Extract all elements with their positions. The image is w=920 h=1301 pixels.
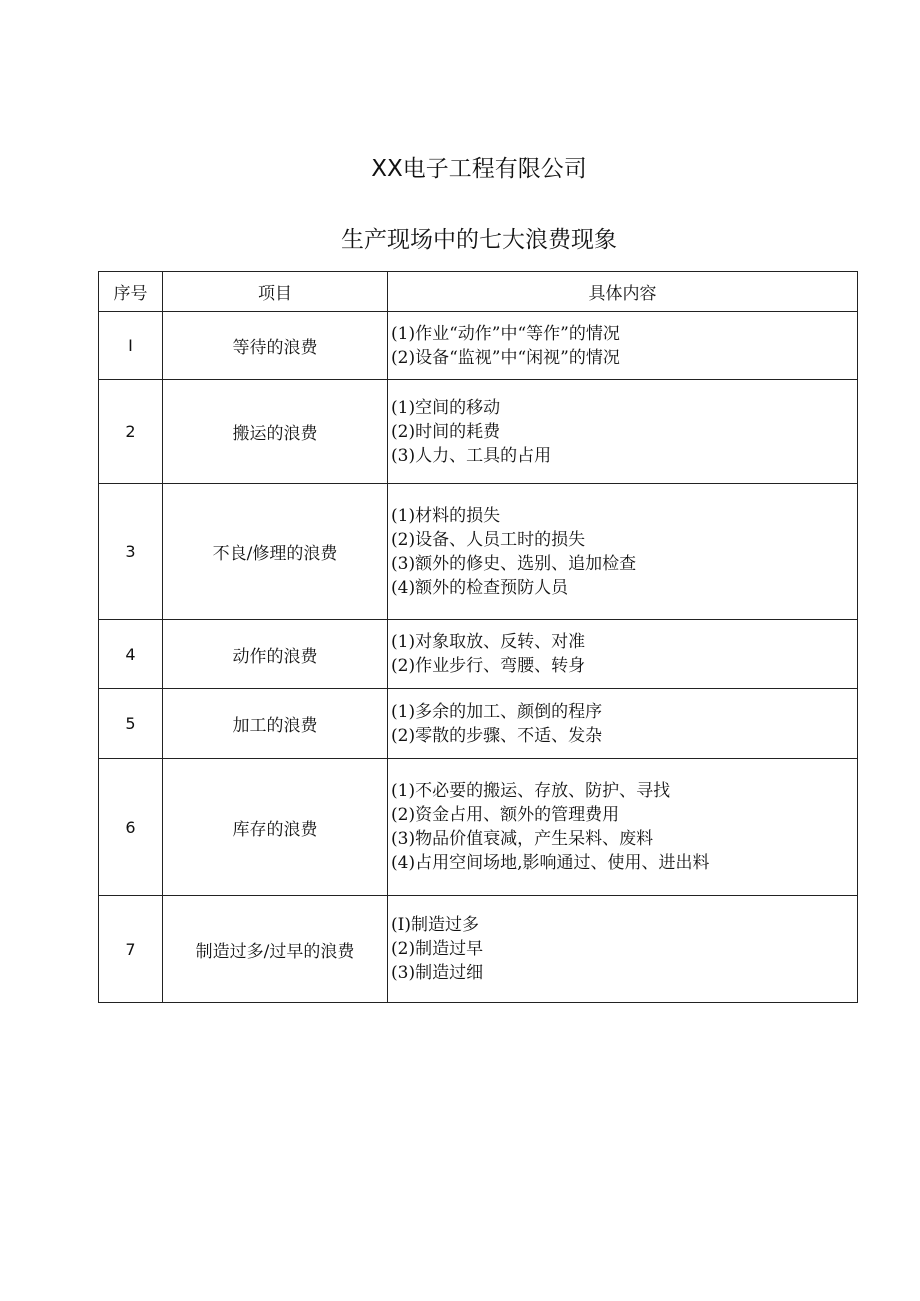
row-details <box>388 484 858 620</box>
detail-line: (2)资金占用、额外的管理费用 <box>391 805 620 825</box>
detail-line: (2)作业步行、弯腰、转身 <box>391 656 586 676</box>
row-number: 2 <box>99 380 163 484</box>
detail-line: (1)空间的移动 <box>391 397 501 418</box>
detail-line: (3)制造过细 <box>391 963 484 983</box>
detail-line: (2)时间的耗费 <box>391 421 501 442</box>
table-row <box>99 896 858 1003</box>
row-details <box>388 312 858 380</box>
row-number: 7 <box>99 896 163 1003</box>
row-number: 4 <box>99 620 163 689</box>
seven-wastes-table <box>98 271 858 1003</box>
row-details <box>388 380 858 484</box>
detail-line: (1)多余的加工、颜倒的程序 <box>391 701 603 722</box>
row-number: 3 <box>99 484 163 620</box>
table-row <box>99 484 858 620</box>
row-item: 搬运的浪费 <box>163 380 388 484</box>
row-item: 动作的浪费 <box>163 620 388 689</box>
detail-line: (1)对象取放、反转、对准 <box>391 632 586 652</box>
row-item: 加工的浪费 <box>163 689 388 759</box>
detail-line: (2)设备、人员工时的损失 <box>391 529 586 550</box>
detail-line: (2)零散的步骤、不适、发杂 <box>391 725 603 746</box>
row-details <box>388 896 858 1003</box>
row-number: 6 <box>99 759 163 896</box>
detail-line: (1)材料的损失 <box>391 505 501 526</box>
detail-line: (2)制造过早 <box>391 939 484 959</box>
table-row <box>99 620 858 689</box>
header-item: 项目 <box>163 272 388 312</box>
company-name: XX电子工程有限公司 <box>371 156 587 182</box>
header-no: 序号 <box>99 272 163 312</box>
row-details <box>388 689 858 759</box>
row-item: 库存的浪费 <box>163 759 388 896</box>
table-header-row <box>99 272 858 312</box>
row-item: 等待的浪费 <box>163 312 388 380</box>
detail-line: (4)额外的检查预防人员 <box>391 577 569 598</box>
detail-line: (1)不必要的搬运、存放、防护、寻找 <box>391 781 671 801</box>
row-item: 制造过多/过早的浪费 <box>163 896 388 1003</box>
detail-line: (I)制造过多 <box>391 915 479 935</box>
header-detail: 具体内容 <box>388 272 858 312</box>
table-row <box>99 689 858 759</box>
row-number: 5 <box>99 689 163 759</box>
row-details <box>388 620 858 689</box>
table-row <box>99 380 858 484</box>
row-number: I <box>99 312 163 380</box>
detail-line: (3)人力、工具的占用 <box>391 445 552 466</box>
detail-line: (2)设备“监视”中“闲视”的情况 <box>391 347 620 368</box>
row-details <box>388 759 858 896</box>
detail-line: (3)额外的修史、选别、追加检查 <box>391 553 637 574</box>
row-item: 不良/修理的浪费 <box>163 484 388 620</box>
detail-line: (1)作业“动作”中“等作”的情况 <box>391 323 620 344</box>
table-row <box>99 759 858 896</box>
detail-line: (4)占用空间场地,影响通过、使用、进出料 <box>391 853 710 873</box>
detail-line: (3)物品价值衰减，产生呆料、废料 <box>391 829 654 849</box>
table-row <box>99 312 858 380</box>
document-title: 生产现场中的七大浪费现象 <box>341 227 617 253</box>
